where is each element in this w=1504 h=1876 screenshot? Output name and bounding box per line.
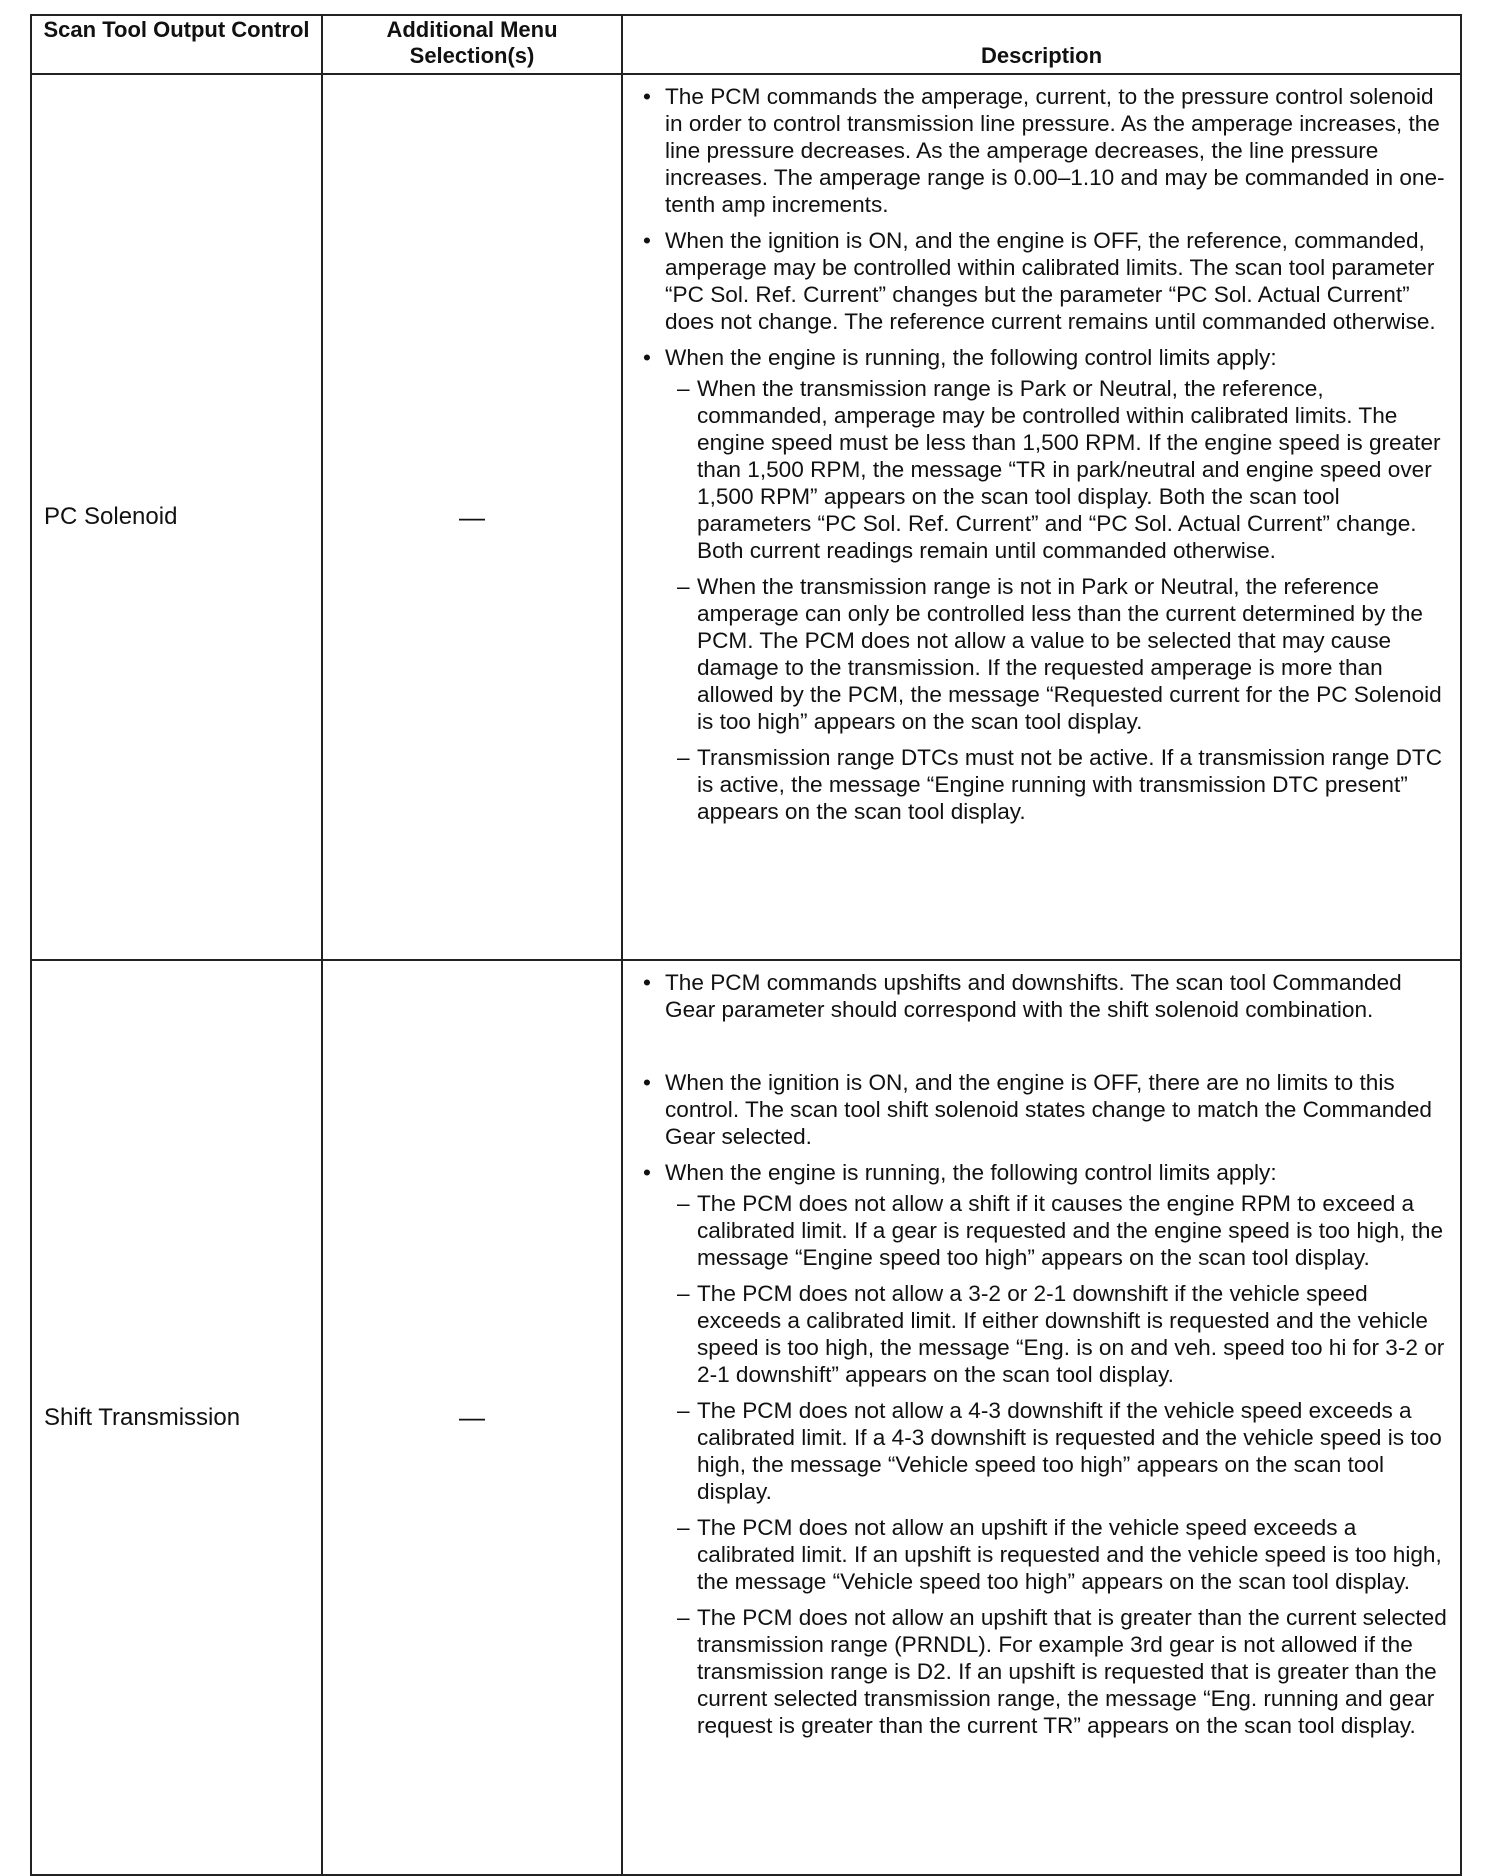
header-additional-menu-selections: Additional Menu Selection(s) xyxy=(322,15,622,74)
output-control-table xyxy=(30,14,1462,1876)
output-control-name: PC Solenoid xyxy=(31,74,322,960)
bullet-item-with-sublist xyxy=(633,344,1450,825)
table-row-shift-transmission xyxy=(31,960,1461,1875)
table-row-pc-solenoid xyxy=(31,74,1461,960)
bullet-item: • When the ignition is ON, and the engine is OFF, the reference, commanded, amperage may be controlled within calibrated limits. The scan tool parameter “PC Sol. Ref. Current” changes but the parameter “PC Sol. Actual Current” does not change. The reference current remains until commanded otherwise. xyxy=(633,227,1450,335)
additional-menu-selection: — xyxy=(322,74,622,960)
bullet-item: • The PCM commands upshifts and downshifts. The scan tool Commanded Gear parameter should correspond with the shift solenoid combination. xyxy=(633,969,1450,1023)
description-cell xyxy=(622,74,1461,960)
additional-menu-selection: — xyxy=(322,960,622,1875)
description-cell xyxy=(622,960,1461,1875)
bullet-text: When the engine is running, the following control limits apply: xyxy=(665,345,1277,370)
header-description: Description xyxy=(622,15,1461,74)
bullet-list xyxy=(633,83,1450,825)
bullet-list xyxy=(633,969,1450,1739)
sub-item: – When the transmission range is Park or Neutral, the reference, commanded, amperage may be controlled within calibrated limits. The engine speed must be less than 1,500 RPM. If the engine speed is greater than 1,500 RPM, the message “TR in park/neutral and engine speed over 1,500 RPM” appears on the scan tool display. Both the scan tool parameters “PC Sol. Ref. Current” and “PC Sol. Actual Current” change. Both current readings remain until commanded otherwise. xyxy=(665,375,1450,564)
header-row xyxy=(31,15,1461,74)
sub-item: – The PCM does not allow a shift if it causes the engine RPM to exceed a calibrated limit. If a gear is requested and the engine speed is too high, the message “Engine speed too high” appears on the scan tool display. xyxy=(665,1190,1450,1271)
sub-item: – When the transmission range is not in Park or Neutral, the reference amperage can only be controlled less than the current determined by the PCM. The PCM does not allow a value to be selected that may cause damage to the transmission. If the requested amperage is more than allowed by the PCM, the message “Requested current for the PC Solenoid is too high” appears on the scan tool display. xyxy=(665,573,1450,735)
bullet-item: • The PCM commands the amperage, current, to the pressure control solenoid in order to control transmission line pressure. As the amperage increases, the line pressure decreases. As the amperage decreases, the line pressure increases. The amperage range is 0.00–1.10 and may be commanded in one-tenth amp increments. xyxy=(633,83,1450,218)
bullet-item-with-sublist xyxy=(633,1159,1450,1739)
output-control-name: Shift Transmission xyxy=(31,960,322,1875)
sub-list xyxy=(665,1190,1450,1739)
sub-item: – Transmission range DTCs must not be active. If a transmission range DTC is active, the message “Engine running with transmission DTC present” appears on the scan tool display. xyxy=(665,744,1450,825)
bullet-item: • When the ignition is ON, and the engine is OFF, there are no limits to this control. The scan tool shift solenoid states change to match the Commanded Gear selected. xyxy=(633,1069,1450,1150)
sub-item: – The PCM does not allow an upshift if the vehicle speed exceeds a calibrated limit. If an upshift is requested and the vehicle speed is too high, the message “Vehicle speed too high” appears on the scan tool display. xyxy=(665,1514,1450,1595)
bullet-text: When the engine is running, the following control limits apply: xyxy=(665,1160,1277,1185)
sub-list xyxy=(665,375,1450,825)
sub-item: – The PCM does not allow a 3-2 or 2-1 downshift if the vehicle speed exceeds a calibrated limit. If either downshift is requested and the vehicle speed is too high, the message “Eng. is on and veh. speed too hi for 3-2 or 2-1 downshift” appears on the scan tool display. xyxy=(665,1280,1450,1388)
sub-item: – The PCM does not allow an upshift that is greater than the current selected transmission range (PRNDL). For example 3rd gear is not allowed if the transmission range is D2. If an upshift is requested that is greater than the current selected transmission range, the message “Eng. running and gear request is greater than the current TR” appears on the scan tool display. xyxy=(665,1604,1450,1739)
sub-item: – The PCM does not allow a 4-3 downshift if the vehicle speed exceeds a calibrated limit. If a 4-3 downshift is requested and the vehicle speed is too high, the message “Vehicle speed too high” appears on the scan tool display. xyxy=(665,1397,1450,1505)
header-scan-tool-output-control: Scan Tool Output Control xyxy=(31,15,322,74)
